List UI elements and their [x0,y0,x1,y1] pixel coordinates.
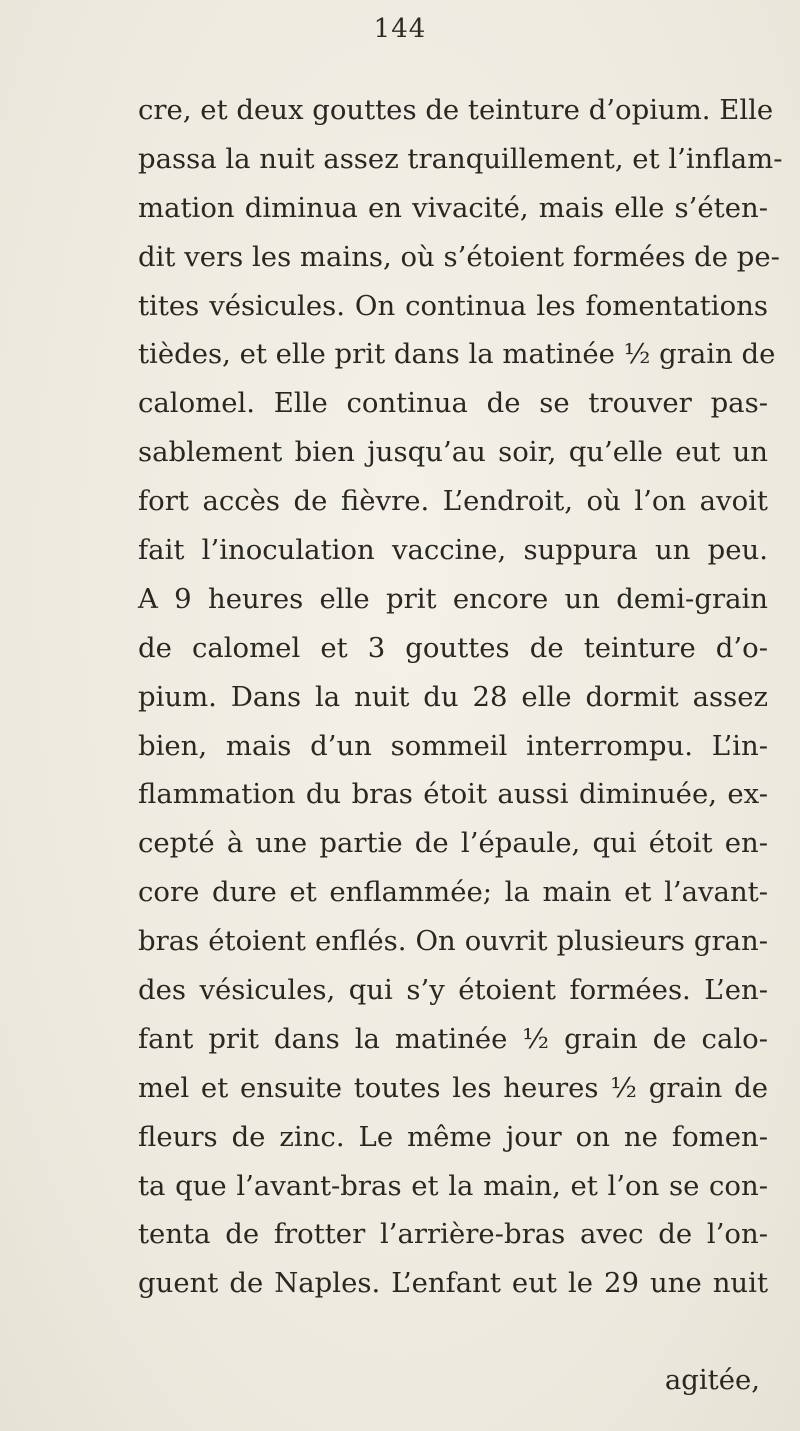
text-line: cepté à une partie de l’épaule, qui étoit en- [138,827,768,860]
text-line: tites vésicules. On continua les fomentations [138,289,768,322]
text-line: ta que l’avant-bras et la main, et l’on se con- [138,1169,768,1202]
text-line: cre, et deux gouttes de teinture d’opium. Elle [138,94,774,126]
text-line: passa la nuit assez tranquillement, et l’inflam- [138,142,783,175]
text-line: A 9 heures elle prit encore un demi-grain [138,582,768,615]
text-line: sablement bien jusqu’au soir, qu’elle eut un [138,436,768,469]
catchword: agitée, [664,1364,760,1396]
text-line: tenta de frotter l’arrière-bras avec de l’on- [138,1218,768,1251]
text-line: bras étoient enflés. On ouvrit plusieurs gran- [138,925,768,958]
text-line: guent de Naples. L’enfant eut le 29 une nuit [138,1267,768,1300]
body-text [138,86,783,1308]
text-line: fort accès de fièvre. L’endroit, où l’on avoit [138,485,768,518]
text-line: des vésicules, qui s’y étoient formées. L’en- [138,974,768,1007]
text-line: bien, mais d’un sommeil interrompu. L’in- [138,729,768,762]
text-line: tièdes, et elle prit dans la matinée ½ grain de [138,338,776,371]
text-line: fant prit dans la matinée ½ grain de calo- [138,1022,768,1055]
text-line: fleurs de zinc. Le même jour on ne fomen- [138,1120,768,1153]
text-line: pium. Dans la nuit du 28 elle dormit assez [138,680,768,713]
text-line: mel et ensuite toutes les heures ½ grain de [138,1071,768,1104]
text-line: calomel. Elle continua de se trouver pas- [138,387,768,420]
text-line: core dure et enflammée; la main et l’avant- [138,876,768,909]
text-line: fait l’inoculation vaccine, suppura un peu. [138,534,768,567]
page-number: 144 [373,14,427,44]
text-line: dit vers les mains, où s’étoient formées de pe- [138,240,780,273]
text-line: de calomel et 3 gouttes de teinture d’o- [138,631,768,664]
text-line: flammation du bras étoit aussi diminuée, ex- [138,778,768,811]
text-line: mation diminua en vivacité, mais elle s’éten- [138,191,768,224]
